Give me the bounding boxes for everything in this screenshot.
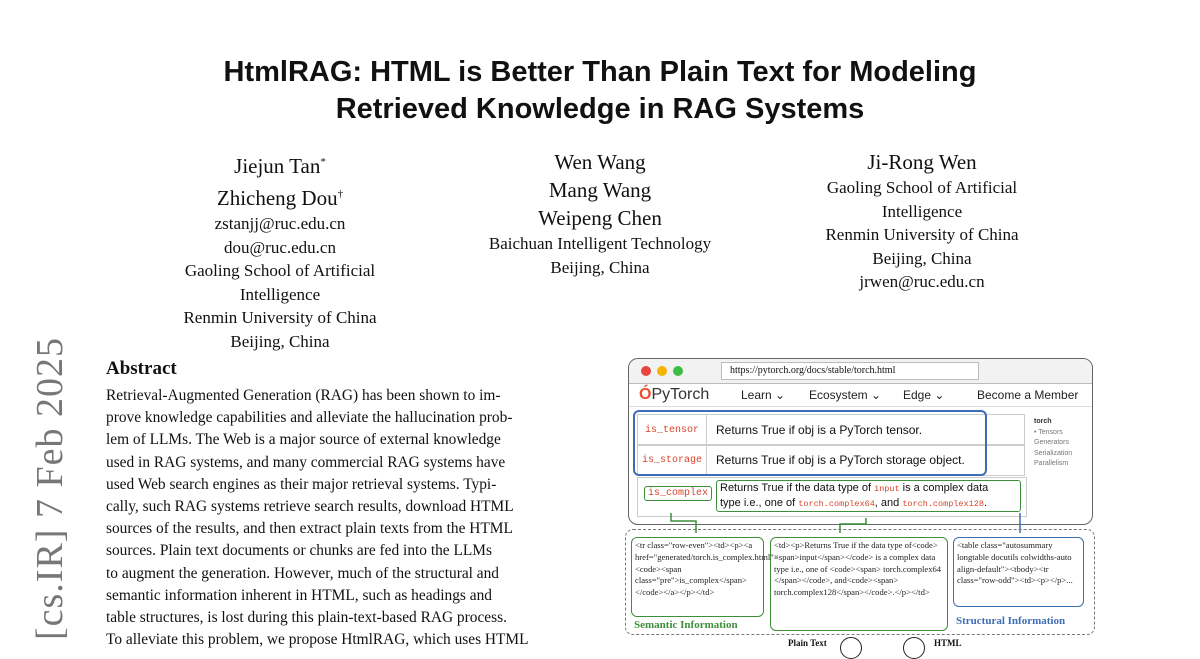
paper-title-line1: HtmlRAG: HTML is Better Than Plain Text for Modeling (223, 56, 977, 88)
html-label: HTML (934, 638, 962, 648)
structural-information-label: Structural Information (956, 615, 1066, 627)
author-name: Zhicheng Dou† (216, 186, 344, 210)
nav-become-member: Become a Member (977, 388, 1079, 402)
abstract-line: to augment the generation. However, much of the structural and (106, 564, 499, 582)
semantic-snippet-2: <td><p>Returns True if the data type of<code><span>input</span></code> is a complex data type i.e., one of <code><span> torch.complex64 </span></code>, and<code><span> torch.complex128</span></code>.</p></td> (770, 537, 948, 631)
nav-ecosystem: Ecosystem ⌄ (809, 388, 882, 402)
html-snippets-panel (625, 529, 1095, 635)
affiliation-line: Intelligence (881, 201, 963, 221)
pytorch-navbar (629, 384, 1092, 407)
close-window-icon (641, 366, 651, 376)
function-description: Returns True if obj is a PyTorch storage object. (716, 453, 965, 467)
semantic-information-label: Semantic Information (634, 619, 738, 631)
nav-learn: Learn ⌄ (741, 388, 786, 402)
abstract-line: lem of LLMs. The Web is a major source of external knowledge (106, 431, 501, 449)
affiliation-line: Intelligence (239, 284, 321, 304)
author-column-2 (450, 148, 750, 279)
figure-htmlrag-overview (628, 358, 1093, 648)
abstract-line: sources of the results, and then extract plain texts from the HTML (106, 520, 513, 538)
structural-highlight (633, 410, 987, 476)
function-name: is_storage (638, 445, 707, 475)
author-email: jrwen@ruc.edu.cn (859, 272, 985, 292)
abstract-line: cally, such RAG systems retrieve search results, download HTML (106, 498, 514, 516)
affiliation-line: Renmin University of China (183, 308, 377, 328)
doc-row-is-complex (637, 477, 1027, 517)
author-name: Mang Wang (548, 178, 652, 202)
abstract-line: Retrieval-Augmented Generation (RAG) has been shown to im- (106, 387, 501, 404)
abstract-line: used in RAG systems, and many commercial RAG systems have (106, 453, 506, 471)
abstract-line: semantic information inherent in HTML, such as headings and (106, 586, 492, 604)
semantic-snippet-1: <tr class="row-even"><td><p><a href="generated/torch.is_complex.html"><code><span class="pre">is_complex</span> </code></a></p></td> (631, 537, 764, 617)
author-email: dou@ruc.edu.cn (224, 237, 336, 257)
abstract-body (106, 385, 578, 651)
function-description: Returns True if the data type of input is a complex data type i.e., one of torch.complex64, and torch.complex128. (716, 480, 1021, 512)
author-name: Wen Wang (554, 150, 646, 174)
abstract-line: table structures, is lost during this plain-text-based RAG process. (106, 609, 507, 627)
arxiv-stamp: [cs.IR] 7 Feb 2025 (29, 337, 71, 640)
function-name: is_tensor (638, 415, 707, 445)
abstract-heading: Abstract (106, 358, 177, 379)
html-node-icon (903, 637, 925, 659)
affiliation-line: Beijing, China (230, 331, 330, 351)
abstract-line: To alleviate this problem, we propose HtmlRAG, which uses HTML (106, 631, 529, 649)
abstract-line: sources. Plain text documents or chunks are fed into the LLMs (106, 542, 492, 560)
author-column-1 (130, 148, 430, 354)
paper-title-line2: Retrieved Knowledge in RAG Systems (335, 93, 865, 125)
address-bar: https://pytorch.org/docs/stable/torch.html (721, 362, 979, 380)
author-name: Ji-Rong Wen (867, 150, 977, 174)
browser-titlebar (629, 359, 1092, 384)
abstract-line: prove knowledge capabilities and alleviate the hallucination prob- (106, 409, 513, 427)
author-email: zstanjj@ruc.edu.cn (214, 214, 346, 233)
affiliation-line: Renmin University of China (825, 225, 1019, 245)
plain-text-node-icon (840, 637, 862, 659)
function-name: is_complex (644, 486, 712, 501)
affiliation-line: Beijing, China (872, 248, 972, 268)
minimize-window-icon (657, 366, 667, 376)
pytorch-flame-icon: Ó (639, 386, 652, 403)
maximize-window-icon (673, 366, 683, 376)
author-name: Jiejun Tan* (234, 154, 326, 178)
author-column-3 (772, 148, 1072, 294)
affiliation-line: Beijing, China (550, 257, 650, 277)
plain-text-label: Plain Text (788, 638, 827, 648)
function-description: Returns True if obj is a PyTorch tensor. (716, 423, 923, 437)
nav-edge: Edge ⌄ (903, 388, 945, 402)
pytorch-logo: ÓPyTorch (639, 386, 710, 403)
affiliation-line: Gaoling School of Artificial (826, 178, 1018, 197)
abstract-line: used Web search engines as their major retrieval systems. Typi- (106, 475, 497, 493)
author-name: Weipeng Chen (538, 206, 662, 230)
affiliation-line: Gaoling School of Artificial (184, 261, 376, 281)
structural-snippet: <table class="autosummary longtable docutils colwidths-auto align-default"><tbody><tr class="row-odd"><td><p></p>... (953, 537, 1084, 607)
browser-window (628, 358, 1093, 525)
affiliation-line: Baichuan Intelligent Technology (488, 234, 712, 253)
side-menu: torch • Tensors Generators Serialization Parallelism (1034, 418, 1073, 467)
